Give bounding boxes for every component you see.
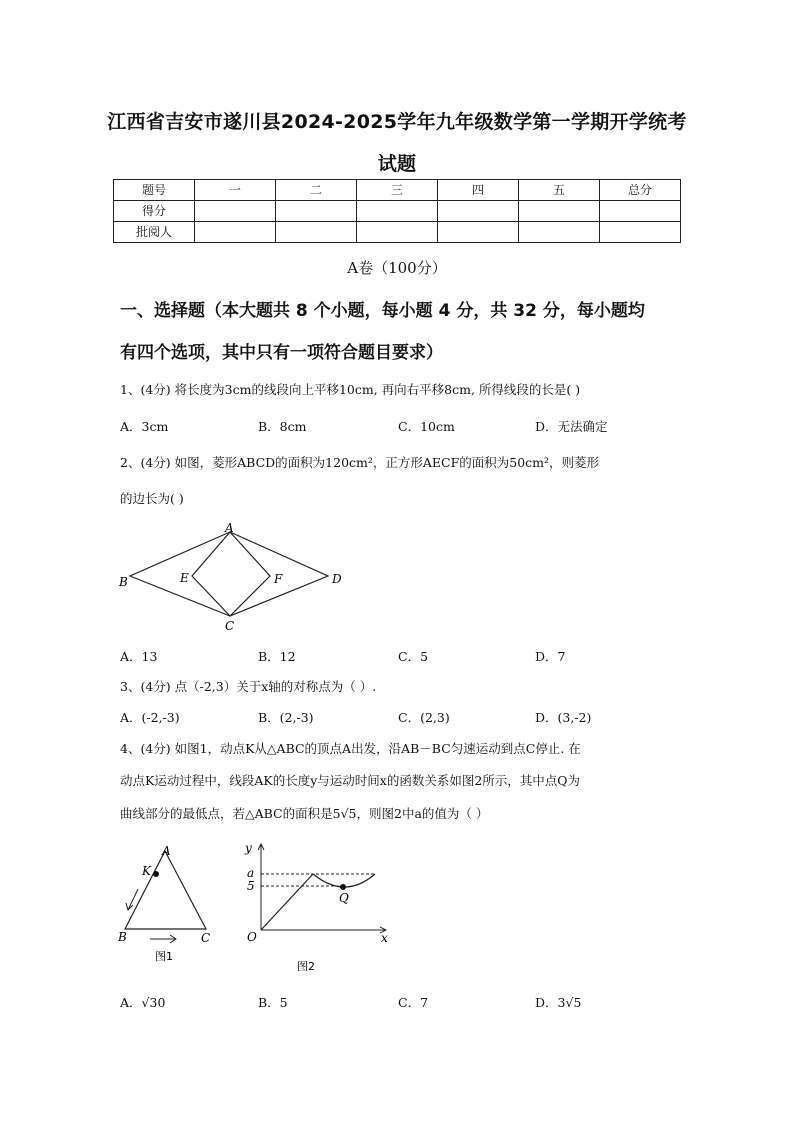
- option-a: A．3cm: [120, 419, 169, 434]
- option-a: A．√30: [120, 995, 166, 1010]
- option-a: A．13: [120, 649, 158, 664]
- rhombus-figure: [110, 520, 350, 635]
- score-cell: [600, 222, 681, 243]
- label-d: D: [332, 572, 342, 586]
- question-1-options: [120, 417, 680, 437]
- option-b: B．5: [258, 995, 288, 1010]
- question-4-options: [120, 993, 680, 1013]
- score-header-cell: 三: [357, 180, 438, 201]
- question-4-text-cont: 动点K运动过程中，线段AK的长度y与运动时间x的函数关系如图2所示，其中点Q为: [120, 773, 581, 788]
- label-e: E: [180, 571, 189, 585]
- option-c: C．7: [398, 995, 429, 1010]
- question-1-text: 1、(4分) 将长度为3cm的线段向上平移10cm, 再向右平移8cm, 所得线段的长是( ): [120, 382, 581, 397]
- label-b: B: [119, 575, 128, 589]
- option-b: B．12: [258, 649, 296, 664]
- option-c: C．10cm: [398, 419, 455, 434]
- question-3-options: [120, 708, 680, 728]
- score-cell: [195, 222, 276, 243]
- score-table-header-row: [114, 180, 681, 201]
- score-cell: [357, 222, 438, 243]
- option-d: D．3√5: [535, 995, 582, 1010]
- label-k: K: [142, 864, 151, 878]
- volume-label: A卷（100分）: [347, 259, 447, 277]
- label-c: C: [225, 619, 235, 633]
- score-header-cell: 一: [195, 180, 276, 201]
- score-table: [113, 179, 681, 243]
- point-q: [340, 884, 346, 890]
- question-2-options: [120, 647, 680, 667]
- score-table-row: [114, 222, 681, 243]
- label-y: y: [245, 841, 252, 855]
- score-table-row: [114, 201, 681, 222]
- option-b: B．(2,-3): [258, 710, 314, 725]
- score-cell: [357, 201, 438, 222]
- section-heading-line1: 一、选择题（本大题共 8 个小题，每小题 4 分，共 32 分，每小题均: [120, 301, 645, 321]
- label-x: x: [381, 931, 388, 945]
- graph-line: [261, 874, 313, 930]
- score-row-label: 得分: [114, 201, 195, 222]
- label-origin: O: [247, 930, 257, 944]
- question-4-text: 4、(4分) 如图1，动点K从△ABC的顶点A出发，沿AB－BC匀速运动到点C停止. 在: [120, 741, 581, 756]
- score-header-cell: 五: [519, 180, 600, 201]
- score-cell: [276, 201, 357, 222]
- rhombus-abcd: [130, 532, 328, 616]
- option-d: D．(3,-2): [535, 710, 592, 725]
- figure-2-caption: 图2: [297, 960, 315, 973]
- score-cell: [519, 201, 600, 222]
- figure-1-caption: 图1: [155, 950, 173, 963]
- section-heading-line2: 有四个选项，其中只有一项符合题目要求）: [120, 343, 443, 363]
- label-a: A: [225, 521, 234, 535]
- score-header-cell: 二: [276, 180, 357, 201]
- option-c: C．(2,3): [398, 710, 450, 725]
- point-k: [153, 871, 159, 877]
- triangle-figure: [110, 843, 230, 968]
- option-c: C．5: [398, 649, 429, 664]
- question-2-text-cont: 的边长为( ): [120, 491, 184, 506]
- score-cell: [438, 222, 519, 243]
- question-3-text: 3、(4分) 点（-2,3）关于x轴的对称点为（ ）.: [120, 679, 377, 694]
- label-a: A: [162, 844, 171, 858]
- exam-title-line1: 江西省吉安市遂川县2024-2025学年九年级数学第一学期开学统考: [107, 111, 687, 133]
- option-d: D．7: [535, 649, 566, 664]
- label-b: B: [118, 930, 127, 944]
- option-d: D．无法确定: [535, 419, 608, 434]
- score-cell: [438, 201, 519, 222]
- score-cell: [195, 201, 276, 222]
- score-cell: [276, 222, 357, 243]
- label-a-value: a: [247, 866, 255, 880]
- label-5: 5: [247, 879, 255, 893]
- score-header-cell: 总分: [600, 180, 681, 201]
- option-a: A．(-2,-3): [120, 710, 180, 725]
- option-b: B．8cm: [258, 419, 307, 434]
- label-f: F: [274, 572, 283, 586]
- score-header-cell: 题号: [114, 180, 195, 201]
- question-4-text-cont2: 曲线部分的最低点，若△ABC的面积是5√5，则图2中a的值为（ ）: [120, 806, 489, 821]
- score-header-cell: 四: [438, 180, 519, 201]
- exam-title-line2: 试题: [377, 153, 417, 175]
- question-2-text: 2、(4分) 如图，菱形ABCD的面积为120cm²，正方形AECF的面积为50cm²，则菱形: [120, 455, 600, 470]
- score-cell: [600, 201, 681, 222]
- graph-figure: [235, 838, 395, 973]
- label-c: C: [201, 931, 211, 945]
- score-row-label: 批阅人: [114, 222, 195, 243]
- label-q: Q: [339, 891, 349, 905]
- score-cell: [519, 222, 600, 243]
